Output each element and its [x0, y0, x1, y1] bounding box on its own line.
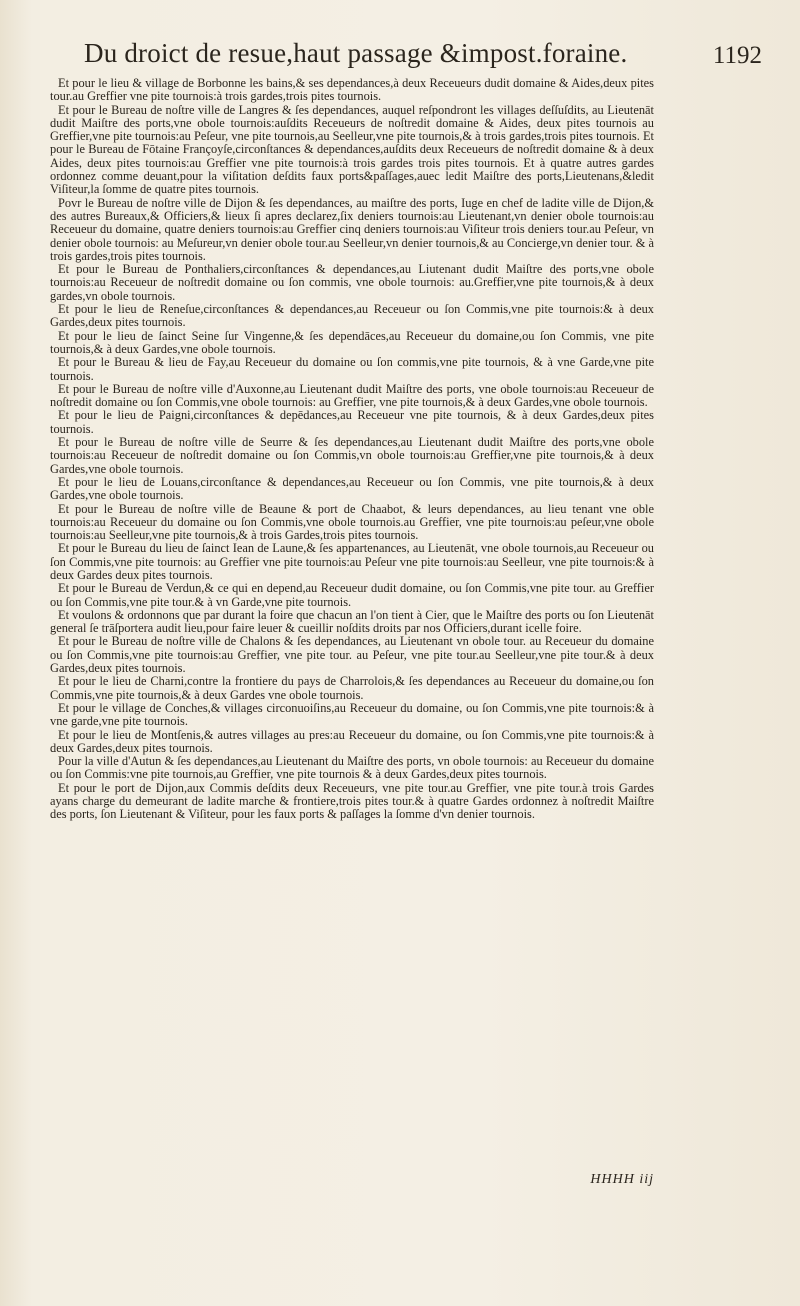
paragraph: Et pour le Bureau de noſtre ville de Chalons & ſes dependances, au Lieutenant vn obole tour. au Receueur du domaine ou ſon Commis,vne pite tournois:au Greffier, vne pite tour. au Peſeur, vne pite tour.au Seelleur,vne pite tour.& à deux Gardes,deux pites tournois. [50, 634, 654, 676]
running-header [62, 38, 762, 74]
paragraph: Et pour le lieu de Montſenis,& autres villages au pres:au Receueur du domaine, ou ſon Commis,vne pite tournois:& à deux Gardes,deux pites tournois. [50, 727, 654, 755]
paragraph: Et pour le lieu de Louans,circonſtance & dependances,au Receueur ou ſon Commis, vne pite tournois,& à deux Gardes,vne obole tournois. [50, 474, 654, 503]
paragraph: Et voulons & ordonnons que par durant la foire que chacun an l'on tient à Cier, que le Maiſtre des ports ou ſon Lieutenāt general ſe trāſportera audit lieu,pour faire leuer & cueillir noſdits droits par nos Officiers,durant icelle foire. [50, 607, 654, 636]
paragraph: Et pour le village de Conches,& villages circonuoiſins,au Receueur du domaine, ou ſon Commis,vne pite tournois:& à vne garde,vne pite tournois. [50, 700, 654, 729]
page-title: Du droict de resue,haut passage &impost.foraine. [84, 38, 628, 68]
paragraph: Povr le Bureau de noſtre ville de Dijon & ſes dependances, au maiſtre des ports, Iuge en chef de ladite ville de Dijon,& des autres Bureaux,& Officiers,& lieux ſi apres declarez,ſix deniers tournois:au Lieutenant,vn denier obole tournois:au Receueur du domaine, quatre deniers tournois:au Greffier cinq deniers tournois:au Viſiteur trois deniers tour.au Peſeur, vn denier obole tournois: au Meſureur,vn denier obole tour.au Seelleur,vn denier tournois,& au Concierge,vn denier tour. & à trois gardes,trois pites tournois. [50, 195, 654, 263]
body-text [50, 77, 654, 822]
paragraph: Et pour le Bureau de noſtre ville de Beaune & port de Chaabot, & leurs dependances, au lieu tenant vne oble tournois:au Receueur du domaine ou ſon Commis,vne obole tournois.au Greffier, vne pite tournois:au peſeur,vne obole tournois:au Seelleur,vne pite tournois,& à trois Gardes,trois pites tournois. [50, 501, 654, 543]
paragraph: Et pour le Bureau de noſtre ville de Langres & ſes dependances, auquel reſpondront les villages deſſuſdits, au Lieutenāt dudit Maiſtre des ports,vne obole tournois:auſdits Receueurs de noſtredit domaine & Aides, deux pites tournois au Greffier,vne pite tournois:au Peſeur, vne pite tournois,au Seelleur,vne pite tournois,& à trois gardes,trois pites tournois. Et pour le Bureau de Fōtaine Françoyſe,circonſtances & dependances,auſdits deux Receueurs de noſtredit domaine & à deux Aides, deux pites tournois:au Greffier vne pite tournois:à trois gardes trois pites tournois. Et à quatre autres gardes ordonnez comme deuant,pour la viſitation deſdits faux ports&paſſages,auec ledit Maiſtre des ports,Lieutenans,&ledit Viſiteur,la ſomme de quatre pites tournois. [50, 102, 654, 197]
signature-mark: HHHH iij [590, 1172, 654, 1187]
page-number: 1192 [712, 42, 762, 69]
paragraph: Et pour le lieu de ſainct Seine ſur Vingenne,& ſes dependāces,au Receueur du domaine,ou ſon Commis, vne pite tournois,& à deux Gardes,vne obole tournois. [50, 328, 654, 356]
paragraph: Et pour le lieu de Paigni,circonſtances & depēdances,au Receueur vne pite tournois, & à deux Gardes,deux pites tournois. [50, 408, 654, 436]
paragraph: Et pour le Bureau de noſtre ville de Seurre & ſes dependances,au Lieutenant dudit Maiſtre des ports,vne obole tournois:au Receueur de noſtredit domaine ou ſon Commis,vn obole tournois:au Greffier,vne pite tournois,& à deux Gardes,vne obole tournois. [50, 435, 654, 476]
paragraph: Et pour le Bureau de Ponthaliers,circonſtances & dependances,au Liutenant dudit Maiſtre des ports,vne obole tournois:au Receueur de noſtredit domaine ou ſon commis, vne obole tournois: au.Greffier,vne pite tournois,& à deux gardes,vn obole tournois. [50, 262, 654, 303]
paragraph: Et pour le Bureau de noſtre ville d'Auxonne,au Lieutenant dudit Maiſtre des ports, vne obole tournois:au Receueur de noſtredit domaine ou ſon Commis,vne obole tournois: au Greffier, vne pite tournois,& à deux Gardes,vne obole tournois. [50, 381, 654, 410]
paragraph: Et pour le Bureau du lieu de ſainct Iean de Laune,& ſes appartenances, au Lieutenāt, vne obole tournois,au Receueur ou ſon Commis,vne pite tournois: au Greffier vne pite tournois:au Peſeur vne pite tournois:au Seelleur, vne pite tournois:& à deux Gardes deux pites tournois. [50, 541, 654, 582]
paragraph: Et pour le lieu de Charni,contre la frontiere du pays de Charrolois,& ſes dependances au Receueur du domaine,ou ſon Commis,vne pite tournois,& à deux Gardes vne obole tournois. [50, 674, 654, 702]
paragraph: Pour la ville d'Autun & ſes dependances,au Lieutenant du Maiſtre des ports, vn obole tournois: au Receueur du domaine ou ſon Commis:vne pite tournois,au Greffier, vne pite tournois & à deux Gardes,deux pites tournois. [50, 754, 654, 782]
paragraph: Et pour le lieu & village de Borbonne les bains,& ses dependances,à deux Receueurs dudit domaine & Aides,deux pites tour.au Greffier vne pite tournois:à trois gardes,trois pites tournois. [50, 76, 654, 104]
paragraph: Et pour le lieu de Reneſue,circonſtances & dependances,au Receueur ou ſon Commis,vne pite tournois:& à deux Gardes,deux pites tournois. [50, 302, 654, 330]
page-footer [50, 1172, 654, 1192]
paragraph: Et pour le port de Dijon,aux Commis deſdits deux Receueurs, vne pite tour.au Greffier, vne pite tour.à trois Gardes ayans charge du demeurant de ladite marche & frontiere,trois pites tour.& à quatre Gardes ordonnez à noſtredit Maiſtre des ports, ſon Lieutenant & Viſiteur, pour les faux ports & paſſages la ſomme d'vn denier tournois. [50, 780, 654, 822]
paragraph: Et pour le Bureau & lieu de Fay,au Receueur du domaine ou ſon commis,vne pite tournois, & à vne Garde,vne pite tournois. [50, 355, 654, 383]
paragraph: Et pour le Bureau de Verdun,& ce qui en depend,au Receueur dudit domaine, ou ſon Commis,vne pite tour. au Greffier ou ſon Commis,vne pite tour.& à vn Garde,vne pite tournois. [50, 581, 654, 609]
